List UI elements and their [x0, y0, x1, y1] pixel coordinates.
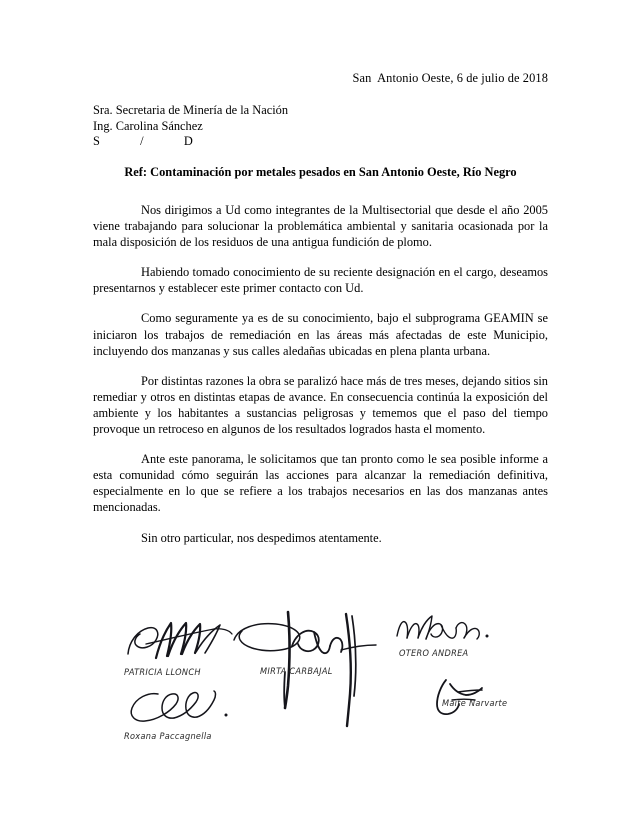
- signature-printed-name: MIRTA CARBAJAL: [260, 665, 333, 677]
- signature-maite-narvarte: [432, 678, 547, 718]
- closing-line: Sin otro particular, nos despedimos atentamente.: [141, 530, 382, 545]
- signature-printed-name: OTERO ANDREA: [399, 647, 469, 659]
- addressee-line-sd: S / D: [93, 134, 193, 148]
- signature-printed-name: PATRICIA LLONCH: [124, 666, 201, 678]
- signature-mark-icon: [395, 614, 510, 646]
- signature-roxana-paccagnella: [124, 688, 273, 742]
- addressee-line-2: Ing. Carolina Sánchez: [93, 118, 203, 133]
- subject-line: Ref: Contaminación por metales pesados en San Antonio Oeste, Río Negro: [124, 165, 517, 179]
- addressee-line-1: Sra. Secretaria de Minería de la Nación: [93, 103, 289, 117]
- signature-otero-andrea: [395, 614, 510, 657]
- signature-mark-icon: [128, 688, 273, 730]
- body-paragraph: Nos dirigimos a Ud como integrantes de la Multisectorial que desde el año 2005 viene trabajando para solucionar la problemática ambiental y sanitaria ocasionada por la mala disposición de los residuos de una antigua fundición de plomo.: [93, 203, 548, 250]
- signature-printed-name: Roxana Paccagnella: [124, 730, 212, 742]
- letter-body: [93, 202, 548, 546]
- body-paragraph: Como seguramente ya es de su conocimiento, bajo el subprograma GEAMIN se iniciaron los trabajos de remediación en las áreas más afectadas de este Municipio, incluyendo dos manzanas y sus calles aledañas ubicadas en plena planta urbana.: [93, 311, 548, 358]
- body-paragraph: Por distintas razones la obra se paralizó hace más de tres meses, dejando sitios sin remediar y otros en distintas etapas de avance. En consecuencia continúa la exposición del ambiente y los habitantes a sustancias peligrosas y tememos que el paso del tiempo provoque un retroceso en algunos de los resultados logrados hasta el momento.: [93, 373, 548, 437]
- body-paragraph: Ante este panorama, le solicitamos que tan pronto como le sea posible informe a esta comunidad cómo seguirán las acciones para alcanzar la remediación definitiva, especialmente en lo que se refiere a los trabajos necesarios en las dos manzanas antes mencionadas.: [93, 452, 548, 515]
- date-line: San Antonio Oeste, 6 de julio de 2018: [352, 71, 548, 85]
- body-paragraph: Habiendo tomado conocimiento de su reciente designación en el cargo, deseamos presentarnos y establecer este primer contacto con Ud.: [93, 265, 548, 296]
- signature-block: [0, 600, 640, 780]
- signature-printed-name: Maite Narvarte: [442, 697, 508, 709]
- addressee-block: [93, 103, 548, 150]
